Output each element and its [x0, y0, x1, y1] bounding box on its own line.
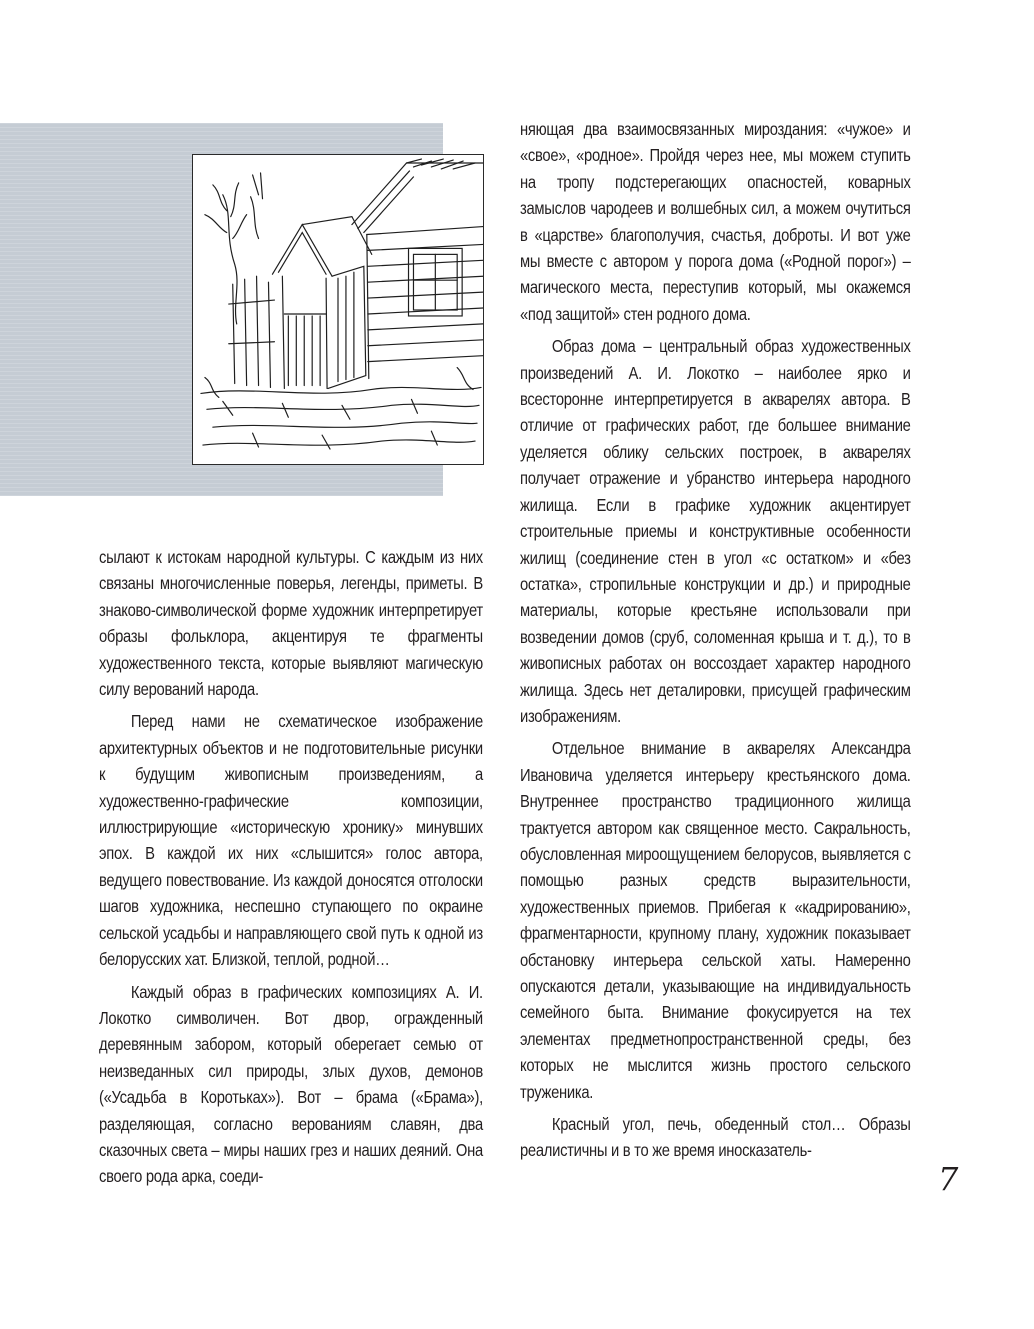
page-number: 7: [938, 1160, 959, 1198]
right-paragraph-4: Красный угол, печь, обеденный стол… Образы реалистичны и в то же время иносказатель-: [520, 1114, 911, 1161]
left-text-column: [99, 544, 483, 1196]
house-sketch-illustration: [192, 154, 484, 465]
right-text-column: [520, 116, 911, 1170]
left-paragraph-3: Каждый образ в графических композициях А. И. Локотко символичен. Вот двор, огражденный деревянным забором, который оберегает семью от неизведанных сил природы, злых духов, демонов («Усадьба в Коротьках»). Вот – брама («Брама»), разделяющая, согласно верованиям славян, два сказочных света – миры наших грез и наших деяний. Она своего рода арка, соеди-: [99, 981, 483, 1187]
house-sketch-drawing: [193, 155, 483, 464]
right-paragraph-1: няющая два взаимосвязанных мироздания: «чужое» и «свое», «родное». Пройдя через нее, мы можем ступить на тропу подстерегающих опасностей, коварных замыслов чародеев и волшебных сил, а можем очутиться в «царстве» благополучия, счастья, доброты. И вот уже мы вместе с автором у порога дома («Родной порог») – магического места, переступив который, мы окажемся «под защитой» стен родного дома.: [520, 119, 911, 324]
left-paragraph-2: Перед нами не схематическое изображение архитектурных объектов и не подготовительные рисунки к будущим живописным произведениям, а художественно-графические композиции, иллюстрирующие «историческую хронику» минувших эпох. В каждой их них «слышится» голос автора, ведущего повествование. Из каждой доносятся отголоски шагов художника, неспешно ступающего по окраине сельской усадьбы и направляющего свой путь к одной из белорусских хат. Близкой, теплой, родной…: [99, 711, 483, 970]
right-paragraph-2: Образ дома – центральный образ художественных произведений А. И. Локотко – наиболее ярко и всесторонне интерпретируется в акварелях автора. В отличие от графических работ, где большее внимание уделяется облику сельских построек, в акварелях получает отражение и убранство интерьера народного жилища. Если в графике художник акцентирует строительные приемы и конструктивные особенности жилищ (соединение стен в угол «с остатком» и «без остатка», стропильные конструкции и др.) и природные материалы, которые крестьяне использовали при возведении домов (сруб, соломенная крыша и т. д.), то в живописных работах он воссоздает характер народного жилища. Здесь нет деталировки, присущей графическим изображениям.: [520, 336, 911, 726]
left-paragraph-1: сылают к истокам народной культуры. С каждым из них связаны многочисленные поверья, легенды, приметы. В знаково-символической форме художник интерпретирует образы фольклора, акцентируя те фрагменты художественного текста, которые выявляют магическую силу верований народа.: [99, 547, 483, 700]
right-paragraph-3: Отдельное внимание в акварелях Александра Ивановича уделяется интерьеру крестьянского дома. Внутреннее пространство традиционного жилища трактуется автором как священное место. Сакральность, обусловленная мироощущением белорусов, выявляется с помощью разных средств выразительности, художественных приемов. Прибегая к «кадрированию», фрагментарности, крупному плану, художник показывает обстановку интерьера сельской хаты. Намеренно опускаются детали, указывающие на индивидуальность семейного быта. Внимание фокусируется на тех элементах предметнопространственной среды, без которых не мыслится жизнь простого сельского труженика.: [520, 738, 911, 1102]
